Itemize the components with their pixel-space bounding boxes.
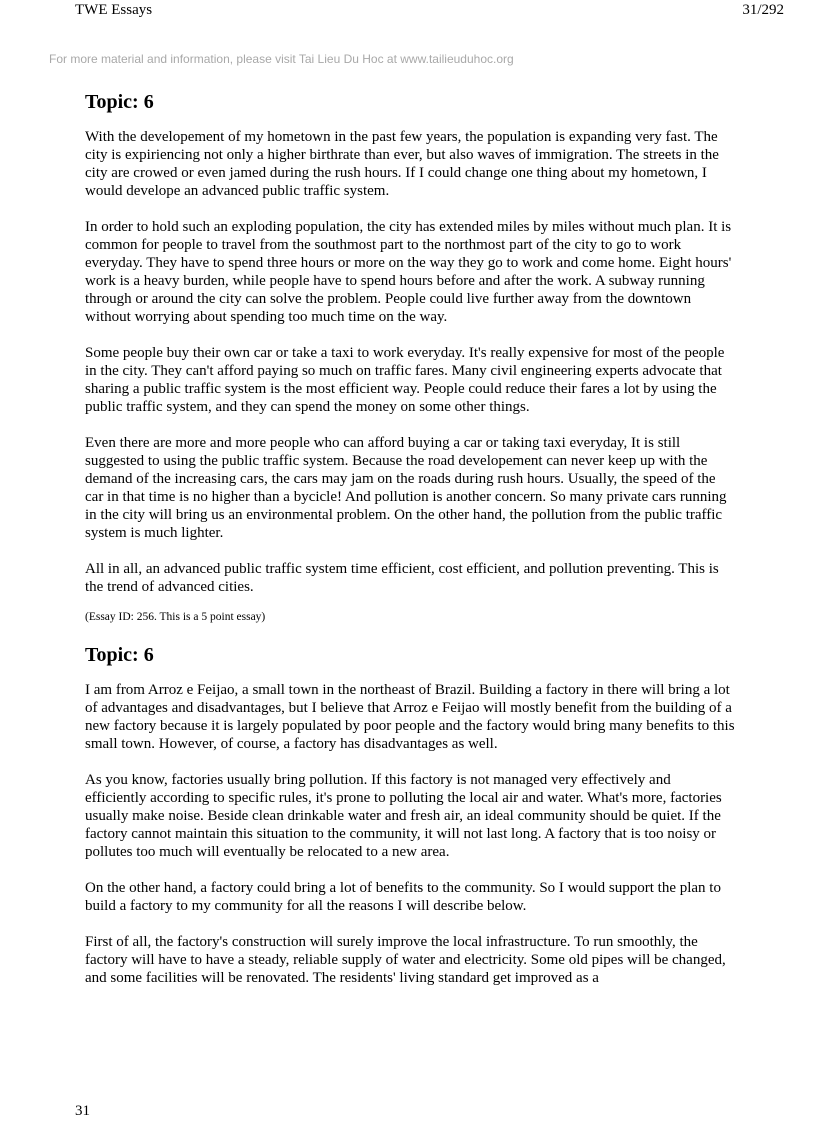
essay-1-paragraph-3: Some people buy their own car or take a taxi to work everyday. It's really expensive for most of the people in the city. They can't afford paying so much on traffic fares. Many civil engineering experts advocate that sharing a public traffic system is the most efficient way. People could reduce their fares a lot by using the public traffic system, and they can spend the money on some other things. bbox=[85, 345, 725, 415]
essay-1-paragraph-5: All in all, an advanced public traffic system time efficient, cost efficient, and pollution preventing. This is the trend of advanced cities. bbox=[85, 561, 719, 595]
essay-2-topic-heading: Topic: 6 bbox=[85, 644, 154, 666]
essay-1-paragraph-4: Even there are more and more people who can afford buying a car or taking taxi everyday, It is still suggested to using the public traffic system. Because the road developement can never keep up with the demand of the increasing cars, the cars may jam on the roads during rush hours. Usually, the speed of the car in that time is no higher than a bycicle! And pollution is another concern. So many private cars running in the city will bring us an environmental problem. On the other hand, the pollution from the public traffic system is much lighter. bbox=[85, 435, 727, 541]
page-number: 31 bbox=[75, 1103, 90, 1119]
essay-2 bbox=[85, 643, 735, 987]
essay-1 bbox=[85, 90, 735, 624]
document-title: TWE Essays bbox=[75, 2, 153, 18]
essay-1-topic-heading: Topic: 6 bbox=[85, 91, 154, 113]
essay-2-paragraph-1: I am from Arroz e Feijao, a small town in the northeast of Brazil. Building a factory in there will bring a lot of advantages and disadvantages, but I believe that Arroz e Feijao will mostly benefit from the building of a new factory because it is largely populated by poor people and the factory would bring many benefits to this small town. However, of course, a factory has disadvantages as well. bbox=[85, 682, 735, 752]
promo-watermark-link[interactable]: For more material and information, please visit Tai Lieu Du Hoc at www.tailieuduhoc.org bbox=[49, 52, 514, 66]
essay-2-paragraph-3: On the other hand, a factory could bring a lot of benefits to the community. So I would support the plan to build a factory to my community for all the reasons I will describe below. bbox=[85, 880, 721, 914]
essay-1-paragraph-1: With the developement of my hometown in the past few years, the population is expanding very fast. The city is expiriencing not only a higher birthrate than ever, but also waves of immigration. The streets in the city are crowed or even jamed during the rush hours. If I could change one thing about my hometown, I would develope an advanced public traffic system. bbox=[85, 129, 719, 199]
page-counter: 31/292 bbox=[742, 2, 784, 18]
essay-2-paragraph-2: As you know, factories usually bring pollution. If this factory is not managed very effectively and efficiently according to specific rules, it's prone to polluting the local air and water. What's more, factories usually make noise. Beside clean drinkable water and fresh air, an ideal community should be quiet. If the factory cannot maintain this situation to the community, it will not last long. A factory that is too noisy or pollutes too much will eventually be relocated to a new area. bbox=[85, 772, 722, 860]
essay-1-id-note: (Essay ID: 256. This is a 5 point essay) bbox=[85, 611, 266, 623]
essay-2-paragraph-4: First of all, the factory's construction will surely improve the local infrastructure. To run smoothly, the factory will have to have a steady, reliable supply of water and electricity. Some old pipes will be changed, and some facilities will be renovated. The residents' living standard get improved as a bbox=[85, 934, 726, 986]
page-content bbox=[85, 90, 735, 1005]
essay-1-paragraph-2: In order to hold such an exploding population, the city has extended miles by miles without much plan. It is common for people to travel from the southmost part to the northmost part of the city to go to work everyday. They have to spend three hours or more on the way they go to work and come home. Eight hours' work is a heavy burden, while people have to spend hours before and after the work. A subway running through or around the city can solve the problem. People could live further away from the downtown without worrying about spending too much time on the way. bbox=[85, 219, 732, 325]
